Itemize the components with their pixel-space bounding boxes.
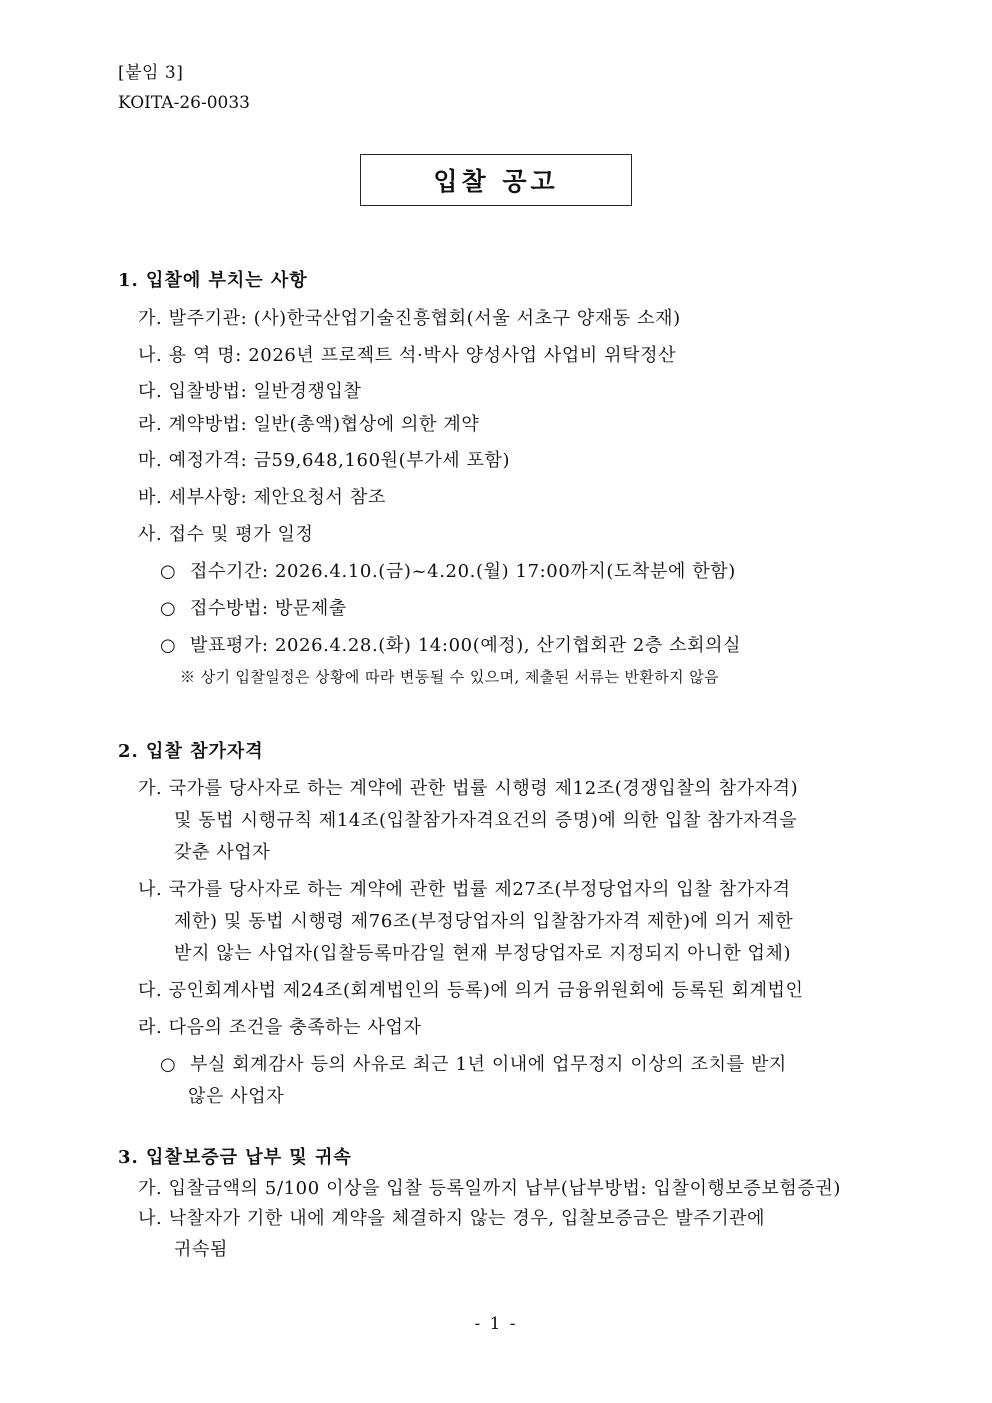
bullet-mark: ○	[160, 1054, 177, 1075]
bullet-mark: ○	[160, 561, 177, 582]
schedule-item	[160, 594, 347, 620]
section-1-heading: 1. 입찰에 부치는 사항	[118, 270, 308, 291]
section-2-item-na-cont: 제한) 및 동법 시행령 제76조(부정당업자의 입찰참가자격 제한)에 의거 제한	[174, 911, 794, 932]
section-2-heading: 2. 입찰 참가자격	[118, 741, 264, 762]
document-number: KOITA-26-0033	[118, 93, 250, 113]
attachment-label: [붙임 3]	[118, 63, 184, 83]
section-3-item-ga: 가. 입찰금액의 5/100 이상을 입찰 등록일까지 납부(납부방법: 입찰이행보증보험증권)	[138, 1178, 841, 1199]
section-2-item-na: 나. 국가를 당사자로 하는 계약에 관한 법률 제27조(부정당업자의 입찰 참가자격	[138, 879, 791, 900]
section-1-item-ma: 마. 예정가격: 금59,648,160원(부가세 포함)	[138, 450, 511, 471]
condition-item-cont: 않은 사업자	[188, 1086, 285, 1107]
section-2-item-ga-cont: 및 동법 시행규칙 제14조(입찰참가자격요건의 증명)에 의한 입찰 참가자격을	[174, 810, 798, 831]
schedule-note: ※ 상기 입찰일정은 상황에 따라 변동될 수 있으며, 제출된 서류는 반환하지 않음	[180, 668, 720, 686]
page-title: 입찰 공고	[360, 154, 632, 206]
schedule-text: 발표평가: 2026.4.28.(화) 14:00(예정), 산기협회관 2층 소회의실	[190, 635, 742, 656]
section-2-item-ra: 라. 다음의 조건을 충족하는 사업자	[138, 1017, 422, 1038]
page-number: - 1 -	[474, 1314, 518, 1334]
section-3-heading: 3. 입찰보증금 납부 및 귀속	[118, 1147, 352, 1168]
section-1-item-ra: 라. 계약방법: 일반(총액)협상에 의한 계약	[138, 414, 480, 435]
bullet-mark: ○	[160, 598, 177, 619]
schedule-text: 접수방법: 방문제출	[190, 598, 347, 619]
section-3-item-na-cont: 귀속됨	[174, 1239, 228, 1260]
section-2-item-ga: 가. 국가를 당사자로 하는 계약에 관한 법률 시행령 제12조(경쟁입찰의 참가자격)	[138, 778, 799, 799]
schedule-item	[160, 557, 736, 583]
section-1-item-da: 다. 입찰방법: 일반경쟁입찰	[138, 381, 362, 402]
section-2-item-da: 다. 공인회계사법 제24조(회계법인의 등록)에 의거 금융위원회에 등록된 회계법인	[138, 980, 804, 1001]
schedule-item	[160, 631, 741, 657]
section-2-item-ga-cont: 갖춘 사업자	[174, 842, 271, 863]
condition-text: 부실 회계감사 등의 사유로 최근 1년 이내에 업무정지 이상의 조치를 받지	[190, 1054, 787, 1075]
section-1-item-sa: 사. 접수 및 평가 일정	[138, 524, 314, 545]
bullet-mark: ○	[160, 635, 177, 656]
section-1-item-ga: 가. 발주기관: (사)한국산업기술진흥협회(서울 서초구 양재동 소재)	[138, 308, 681, 329]
section-2-item-na-cont: 받지 않는 사업자(입찰등록마감일 현재 부정당업자로 지정되지 아니한 업체)	[174, 943, 792, 964]
section-1-item-na: 나. 용 역 명: 2026년 프로젝트 석·박사 양성사업 사업비 위탁정산	[138, 345, 677, 366]
section-3-item-na: 나. 낙찰자가 기한 내에 계약을 체결하지 않는 경우, 입찰보증금은 발주기관에	[138, 1208, 766, 1229]
section-1-item-ba: 바. 세부사항: 제안요청서 참조	[138, 487, 386, 508]
schedule-text: 접수기간: 2026.4.10.(금)~4.20.(월) 17:00까지(도착분에 한함)	[190, 561, 736, 582]
condition-item	[160, 1050, 787, 1076]
